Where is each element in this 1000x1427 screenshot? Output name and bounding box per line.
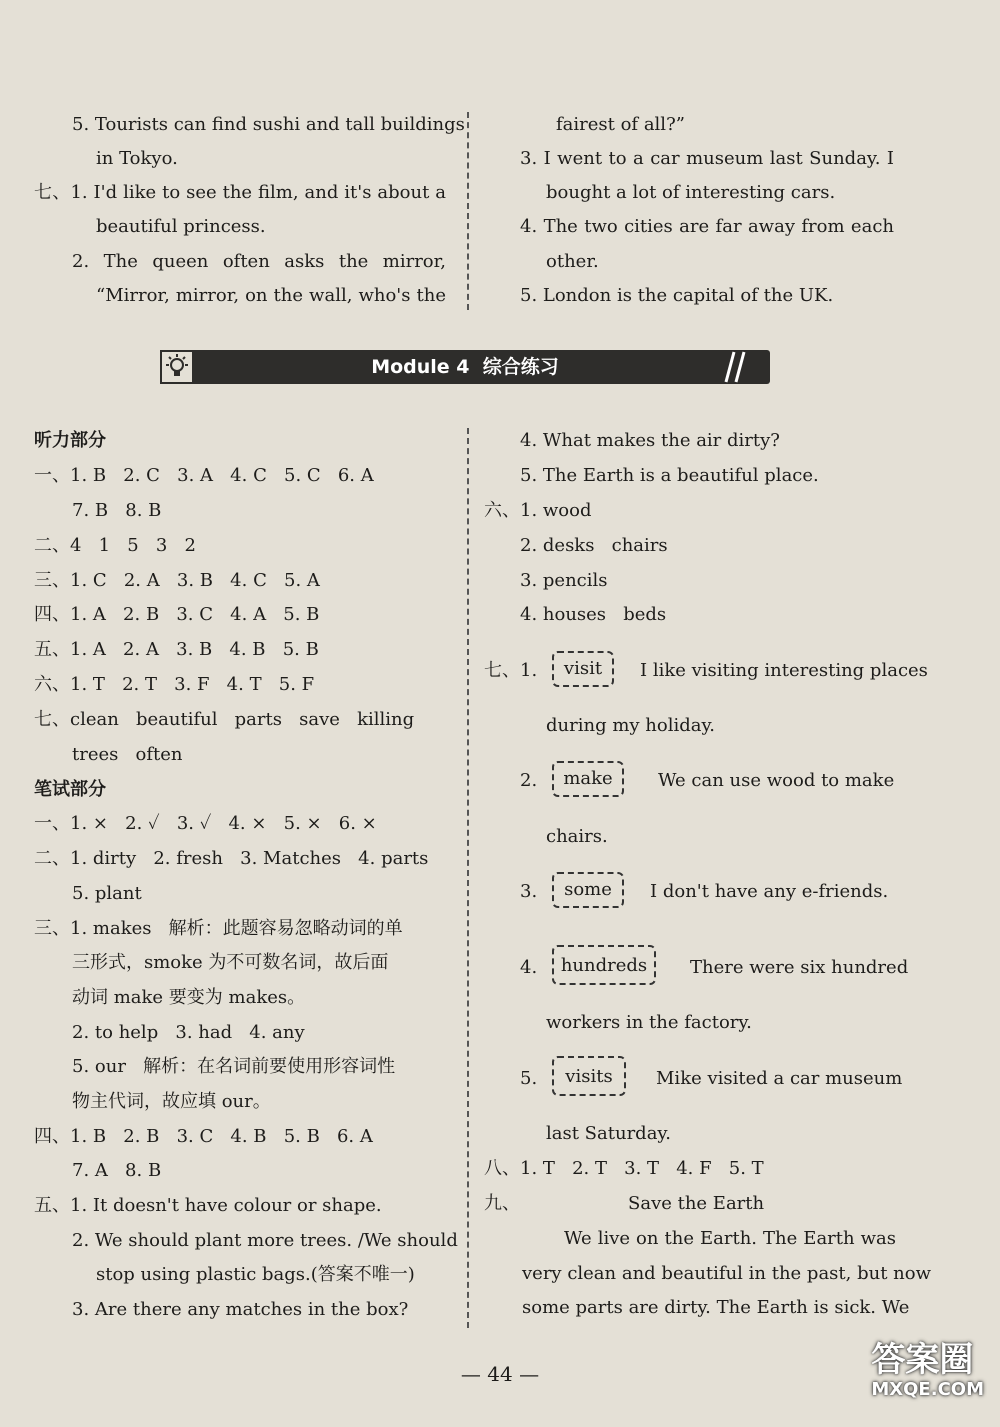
correction-sentence: chairs. (546, 826, 608, 847)
answer-line: trees often (72, 744, 183, 765)
answer-line: 四、1. B 2. B 3. C 4. B 5. B 6. A (34, 1126, 373, 1147)
answer-line: stop using plastic bags.(答案不唯一) (96, 1264, 415, 1285)
essay-line: very clean and beautiful in the past, but now (522, 1263, 931, 1284)
answer-line: 5. The Earth is a beautiful place. (520, 465, 819, 486)
module-subtitle: 综合练习 (482, 356, 559, 378)
item-number: 2. (520, 770, 538, 791)
correction-sentence: We can use wood to make (658, 770, 895, 791)
answer-line: 一、1. B 2. C 3. A 4. C 5. C 6. A (34, 465, 374, 486)
correction-box: some (552, 872, 624, 908)
answer-line: 八、1. T 2. T 3. T 4. F 5. T (484, 1158, 764, 1179)
top-left-line: 2. The queen often asks the mirror, (72, 251, 446, 272)
top-column-divider (467, 112, 469, 310)
watermark-url: MXQE.COM (871, 1379, 984, 1400)
answer-line: 三、1. makes 解析：此题容易忽略动词的单 (34, 918, 403, 939)
answer-line: 四、1. A 2. B 3. C 4. A 5. B (34, 604, 320, 625)
answer-line: 物主代词，故应填 our。 (72, 1091, 271, 1112)
answer-line: 4. houses beds (520, 604, 667, 625)
answer-line: 3. Are there any matches in the box? (72, 1299, 409, 1320)
top-left-line: in Tokyo. (96, 148, 178, 169)
answer-line: 4. What makes the air dirty? (520, 430, 780, 451)
answer-line: 5. our 解析：在名词前要使用形容词性 (72, 1056, 396, 1077)
essay-line: some parts are dirty. The Earth is sick. We (522, 1297, 910, 1318)
correction-sentence: workers in the factory. (546, 1012, 752, 1033)
banner-title (160, 355, 770, 379)
top-right-line: 4. The two cities are far away from each (520, 216, 894, 237)
top-left-line: beautiful princess. (96, 216, 266, 237)
correction-sentence: I don't have any e-friends. (650, 881, 889, 902)
q9-label: 九、 (484, 1193, 520, 1214)
answer-line: 2. We should plant more trees. /We should (72, 1230, 458, 1251)
correction-sentence: Mike visited a car museum (656, 1068, 903, 1089)
answer-line: 动词 make 要变为 makes。 (72, 987, 306, 1008)
banner-stripes-decoration (718, 350, 758, 384)
correction-box: hundreds (552, 945, 656, 985)
main-column-divider (467, 428, 469, 1328)
correction-box: make (552, 761, 624, 797)
answer-line: 一、1. × 2. ✓ 3. ✓ 4. × 5. × 6. × (34, 813, 377, 834)
module-banner (160, 350, 770, 384)
answer-line: 3. pencils (520, 570, 608, 591)
item-number: 3. (520, 881, 538, 902)
answer-line: 六、1. wood (484, 500, 592, 521)
q7-label: 七、1. (484, 660, 538, 681)
module-name: Module 4 (371, 356, 470, 378)
top-left-line: 七、1. I'd like to see the film, and it's about a (34, 182, 446, 203)
answer-line: 2. desks chairs (520, 535, 668, 556)
answer-line: 六、1. T 2. T 3. F 4. T 5. F (34, 674, 315, 695)
answer-line: 五、1. A 2. A 3. B 4. B 5. B (34, 639, 319, 660)
answer-line: 三、1. C 2. A 3. B 4. C 5. A (34, 570, 320, 591)
top-right-line: bought a lot of interesting cars. (546, 182, 836, 203)
correction-sentence: during my holiday. (546, 715, 715, 736)
item-number: 5. (520, 1068, 538, 1089)
answer-line: 三形式，smoke 为不可数名词，故后面 (72, 952, 389, 973)
top-right-line: 3. I went to a car museum last Sunday. I (520, 148, 894, 169)
answer-line: 二、1. dirty 2. fresh 3. Matches 4. parts (34, 848, 429, 869)
top-right-line: 5. London is the capital of the UK. (520, 285, 834, 306)
essay-line: We live on the Earth. The Earth was (564, 1228, 896, 1249)
listening-heading: 听力部分 (34, 430, 106, 451)
answer-line: 五、1. It doesn't have colour or shape. (34, 1195, 382, 1216)
correction-sentence: I like visiting interesting places (640, 660, 928, 681)
answer-line: 7. B 8. B (72, 500, 162, 521)
page-number: — 44 — (460, 1362, 540, 1386)
top-right-line: other. (546, 251, 599, 272)
top-left-line: 5. Tourists can find sushi and tall buildings (72, 114, 465, 135)
item-number: 4. (520, 957, 538, 978)
watermark-logo (871, 1340, 984, 1400)
answer-line: 2. to help 3. had 4. any (72, 1022, 305, 1043)
answer-line: 5. plant (72, 883, 142, 904)
answer-line: 七、clean beautiful parts save killing (34, 709, 415, 730)
essay-title: Save the Earth (628, 1193, 765, 1214)
correction-sentence: last Saturday. (546, 1123, 671, 1144)
answer-line: 二、4 1 5 3 2 (34, 535, 196, 556)
correction-sentence: There were six hundred (690, 957, 909, 978)
written-heading: 笔试部分 (34, 779, 106, 800)
top-right-line: fairest of all?” (556, 114, 685, 135)
watermark-main: 答案圈 (871, 1340, 974, 1380)
correction-box: visit (552, 651, 614, 687)
correction-box: visits (552, 1056, 626, 1096)
answer-line: 7. A 8. B (72, 1160, 162, 1181)
top-left-line: “Mirror, mirror, on the wall, who's the (96, 285, 446, 306)
